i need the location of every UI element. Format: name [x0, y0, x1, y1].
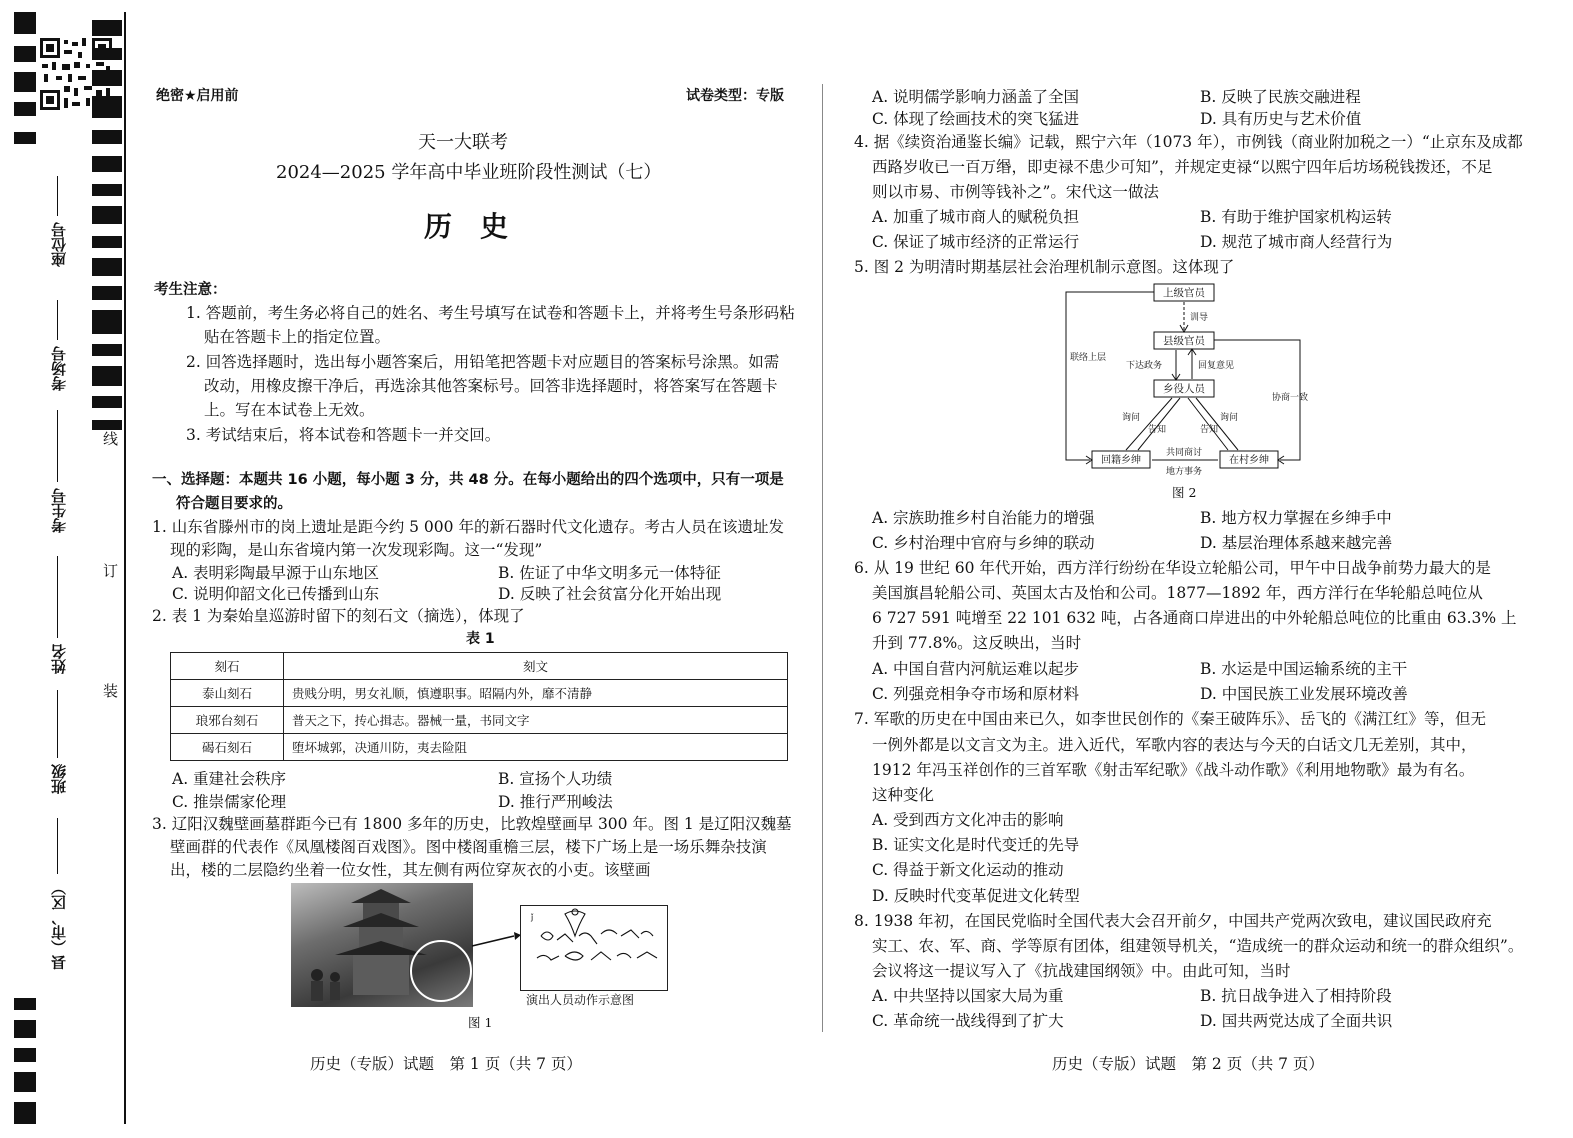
label-consult: 协商一致 — [1272, 393, 1309, 403]
q3-option-c: C. 体现了绘画技术的突飞猛进 — [872, 110, 1080, 128]
column-divider — [822, 84, 823, 1032]
notice-line: 1. 答题前，考生务必将自己的姓名、考生号填写在试卷和答题卡上，并将考生号条形码粘 — [186, 304, 795, 322]
notice-line: 贴在答题卡上的指定位置。 — [204, 328, 391, 346]
node-village-staff: 乡役人员 — [1163, 383, 1205, 395]
q5-option-b: B. 地方权力掌握在乡绅手中 — [1200, 509, 1392, 527]
page-footer-right: 历史（专版）试题 第 2 页（共 7 页） — [1052, 1055, 1324, 1073]
q7-stem: 这种变化 — [872, 786, 935, 804]
barcode-bar — [92, 236, 122, 248]
q3-option-a: A. 说明儒学影响力涵盖了全国 — [872, 88, 1080, 106]
table-cell: 泰山刻石 — [171, 680, 284, 707]
sketch-caption: 演出人员动作示意图 — [526, 993, 635, 1007]
notice-line: 3. 考试结束后，将本试卷和答题卡一并交回。 — [186, 426, 501, 444]
q4-option-d: D. 规范了城市商人经营行为 — [1200, 233, 1393, 251]
exam-title: 2024—2025 学年高中毕业班阶段性测试（七） — [276, 162, 662, 183]
page-footer-left: 历史（专版）试题 第 1 页（共 7 页） — [310, 1055, 582, 1073]
barcode-bar — [14, 1072, 36, 1092]
label-ask-left: 询问 — [1122, 413, 1141, 423]
label-feedback: 回复意见 — [1198, 361, 1235, 371]
q6-option-c: C. 列强竞相争夺市场和原材料 — [872, 685, 1080, 703]
barcode-bar — [92, 258, 122, 276]
q6-stem: 6. 从 19 世纪 60 年代开始，西方洋行纷纷在华设立轮船公司，甲午中日战争前势力最大的是 — [854, 559, 1491, 577]
label-student-number: 考生号 — [50, 488, 68, 533]
q2-option-a: A. 重建社会秩序 — [172, 770, 287, 788]
notice-line: 改动，用橡皮擦干净后，再选涂其他答案标号。回答非选择题时，将答案写在答题卡 — [204, 377, 778, 395]
paper-type: 试卷类型：专版 — [686, 88, 784, 104]
q3-option-d: D. 具有历史与艺术价值 — [1200, 110, 1362, 128]
governance-diagram — [1060, 280, 1310, 480]
table-header: 刻文 — [284, 653, 788, 680]
q2-stem: 2. 表 1 为秦始皇巡游时留下的刻石文（摘选），体现了 — [152, 607, 525, 625]
q6-option-b: B. 水运是中国运输系统的主干 — [1200, 660, 1408, 678]
q7-option-c: C. 得益于新文化运动的推动 — [872, 861, 1064, 879]
label-ask-right: 询问 — [1220, 413, 1239, 423]
label-class: 班级 — [50, 764, 68, 794]
binding-strip — [0, 0, 140, 1138]
q3-stem: 壁画群的代表作《凤凰楼阁百戏图》。图中楼阁重檐三层，楼下广场上是一场乐舞杂技演 — [170, 838, 767, 856]
q8-option-c: C. 革命统一战线得到了扩大 — [872, 1012, 1064, 1030]
table-cell: 碣石刻石 — [171, 734, 284, 761]
barcode-bar — [92, 20, 122, 36]
barcode-bar — [92, 156, 122, 172]
q7-option-b: B. 证实文化是时代变迁的先导 — [872, 836, 1080, 854]
q7-stem: 7. 军歌的历史在中国由来已久，如李世民创作的《秦王破阵乐》、岳飞的《满江红》等，但无 — [854, 710, 1486, 728]
label-local-affairs: 地方事务 — [1165, 467, 1203, 477]
barcode-bar — [92, 206, 122, 224]
barcode-bar — [92, 184, 122, 196]
barcode-bar — [92, 344, 122, 356]
pointer-arrow — [470, 930, 522, 950]
table-cell: 琅邪台刻石 — [171, 707, 284, 734]
table-header-row — [171, 653, 788, 680]
q1-option-c: C. 说明仰韶文化已传播到山东 — [172, 585, 380, 603]
label-inform-left: 告知 — [1148, 425, 1167, 435]
barcode-bar — [92, 70, 122, 86]
label-inform-right: 告知 — [1200, 425, 1219, 435]
node-village-gentry: 在村乡绅 — [1229, 455, 1269, 466]
q5-option-d: D. 基层治理体系越来越完善 — [1200, 534, 1393, 552]
section-heading: 一、选择题：本题共 16 小题，每小题 3 分，共 48 分。在每小题给出的四个选项中，只有一项是 — [152, 472, 784, 488]
q5-stem: 5. 图 2 为明清时期基层社会治理机制示意图。这体现了 — [854, 258, 1235, 276]
notice-title: 考生注意： — [154, 282, 227, 298]
binding-mark-zhuang: 装 — [103, 682, 119, 700]
notice-line: 2. 回答选择题时，选出每小题答案后，用铅笔把答题卡对应题目的答案标号涂黑。如需 — [186, 353, 780, 371]
q4-stem: 则以市易、市例等钱补之”。宋代这一做法 — [872, 183, 1159, 201]
q2-option-b: B. 宣扬个人功绩 — [498, 770, 613, 788]
binding-mark-ding: 订 — [103, 562, 119, 580]
barcode-bar — [14, 1048, 36, 1062]
barcode-bar — [92, 366, 122, 386]
q5-option-a: A. 宗族助推乡村自治能力的增强 — [872, 509, 1095, 527]
barcode-bar — [14, 46, 36, 62]
q4-option-a: A. 加重了城市商人的赋税负担 — [872, 208, 1080, 226]
q8-stem: 实工、农、军、商、学等原有团体，组建领导机关，“造成统一的群众运动和统一的群众组织”。 — [872, 937, 1524, 955]
q2-option-d: D. 推行严刑峻法 — [498, 793, 613, 811]
label-name: 姓名 — [50, 644, 68, 674]
q3-option-b: B. 反映了民族交融进程 — [1200, 88, 1361, 106]
label-issue-affairs: 下达政务 — [1126, 361, 1163, 371]
q5-option-c: C. 乡村治理中官府与乡绅的联动 — [872, 534, 1095, 552]
node-county-official: 县级官员 — [1163, 335, 1205, 347]
secret-label: 绝密★启用前 — [156, 88, 239, 104]
q8-option-d: D. 国共两党达成了全面共识 — [1200, 1012, 1393, 1030]
label-supervise: 训导 — [1190, 313, 1209, 323]
label-seat-number: 座位号 — [50, 222, 68, 267]
table-row — [171, 707, 788, 734]
table-row — [171, 680, 788, 707]
q7-stem: 1912 年冯玉祥创作的三首军歌《射击军纪歌》《战斗动作歌》《利用地物歌》最为有名。 — [872, 761, 1475, 779]
q8-option-b: B. 抗日战争进入了相持阶段 — [1200, 987, 1392, 1005]
fill-line — [57, 300, 58, 340]
notice-line: 上。写在本试卷上无效。 — [204, 401, 375, 419]
q6-option-a: A. 中国自营内河航运难以起步 — [872, 660, 1080, 678]
q6-stem: 升到 77.8%。这反映出，当时 — [872, 634, 1082, 652]
q4-stem: 4. 据《续资治通鉴长编》记载，熙宁六年（1073 年），市例钱（商业附加税之一）“止京东及成都 — [854, 133, 1523, 151]
subject-title: 历 史 — [424, 210, 509, 243]
barcode-bar — [14, 1102, 36, 1124]
q7-option-d: D. 反映时代变革促进文化转型 — [872, 887, 1080, 905]
mural-photo — [291, 883, 473, 1007]
q3-stem: 出，楼的二层隐约坐着一位女性，其左侧有两位穿灰衣的小吏。该壁画 — [170, 861, 651, 879]
binding-line — [124, 12, 126, 1124]
barcode-bar — [14, 12, 36, 34]
barcode-bar — [14, 102, 36, 116]
fill-line — [57, 410, 58, 482]
table-title: 表 1 — [466, 631, 495, 647]
q8-stem: 8. 1938 年初，在国民党临时全国代表大会召开前夕，中国共产党两次致电，建议国民政府充 — [854, 912, 1492, 930]
label-contact: 联络上层 — [1070, 353, 1107, 363]
q1-stem: 现的彩陶，是山东省境内第一次发现彩陶。这一“发现” — [170, 541, 543, 559]
barcode-bar — [14, 72, 36, 92]
barcode-bar — [92, 130, 122, 144]
table-row — [171, 734, 788, 761]
inscription-table — [170, 652, 788, 761]
exam-org: 天一大联考 — [418, 132, 508, 153]
table-header: 刻石 — [171, 653, 284, 680]
q2-option-c: C. 推崇儒家伦理 — [172, 793, 287, 811]
table-cell: 普天之下，抟心揖志。器械一量，书同文字 — [284, 707, 788, 734]
binding-mark-xian: 线 — [103, 430, 119, 448]
q6-stem: 6 727 591 吨增至 22 101 632 吨，占各通商口岸进出的中外轮船总吨位的比重由 63.3% 上 — [872, 609, 1517, 627]
q4-stem: 西路岁收已一百万缗，即吏禄不患少可知”，并规定吏禄“以熙宁四年后坊场税钱拨还，不足 — [872, 158, 1493, 176]
fill-line — [57, 176, 58, 216]
barcode-bar — [14, 1020, 36, 1038]
barcode-bar — [14, 998, 36, 1010]
table-cell: 堕坏城郭，决通川防，夷去险阻 — [284, 734, 788, 761]
q3-stem: 3. 辽阳汉魏壁画墓群距今已有 1800 多年的历史，比敦煌壁画早 300 年。图 1 是辽阳汉魏墓 — [152, 815, 792, 833]
section-heading-cont: 符合题目要求的。 — [176, 496, 292, 512]
barcode-bar — [92, 310, 122, 334]
svg-text:ǰ: ǰ — [531, 913, 534, 922]
q4-option-b: B. 有助于维护国家机构运转 — [1200, 208, 1392, 226]
q7-option-a: A. 受到西方文化冲击的影响 — [872, 811, 1064, 829]
barcode-bar — [92, 396, 122, 408]
fill-line — [57, 556, 58, 638]
fill-line — [57, 690, 58, 758]
table-cell: 贵贱分明，男女礼顺，慎遵职事。昭隔内外，靡不清静 — [284, 680, 788, 707]
label-joint-discussion: 共同商讨 — [1165, 448, 1203, 458]
figure-2-label: 图 2 — [1172, 485, 1197, 500]
figure-1-label: 图 1 — [468, 1015, 493, 1030]
q1-option-d: D. 反映了社会贫富分化开始出现 — [498, 585, 722, 603]
barcode-bar — [92, 96, 122, 118]
barcode-bar — [92, 48, 122, 60]
q8-option-a: A. 中共坚持以国家大局为重 — [872, 987, 1064, 1005]
q6-option-d: D. 中国民族工业发展环境改善 — [1200, 685, 1408, 703]
q6-stem: 美国旗昌轮船公司、英国太古及怡和公司。1877—1892 年，西方洋行在华轮船总吨位从 — [872, 584, 1483, 602]
q4-option-c: C. 保证了城市经济的正常运行 — [872, 233, 1080, 251]
q1-option-a: A. 表明彩陶最早源于山东地区 — [172, 564, 380, 582]
q1-option-b: B. 佐证了中华文明多元一体特征 — [498, 564, 721, 582]
barcode-bar — [14, 132, 36, 144]
node-returned-gentry: 回籍乡绅 — [1101, 455, 1141, 466]
performer-sketch — [520, 905, 668, 991]
barcode-bar — [92, 286, 122, 300]
fill-line — [57, 818, 58, 874]
label-room-number: 考场号 — [50, 346, 68, 391]
node-upper-official: 上级官员 — [1163, 287, 1205, 299]
q1-stem: 1. 山东省滕州市的岗上遗址是距今约 5 000 年的新石器时代文化遗存。考古人员在该遗址发 — [152, 518, 784, 536]
q8-stem: 会议将这一提议写入了《抗战建国纲领》中。由此可知，当时 — [872, 962, 1291, 980]
label-county: 县（市、区） — [50, 880, 68, 970]
q7-stem: 一例外都是以文言文为主。进入近代，军歌内容的表达与今天的白话文几无差别，其中， — [872, 736, 1477, 754]
